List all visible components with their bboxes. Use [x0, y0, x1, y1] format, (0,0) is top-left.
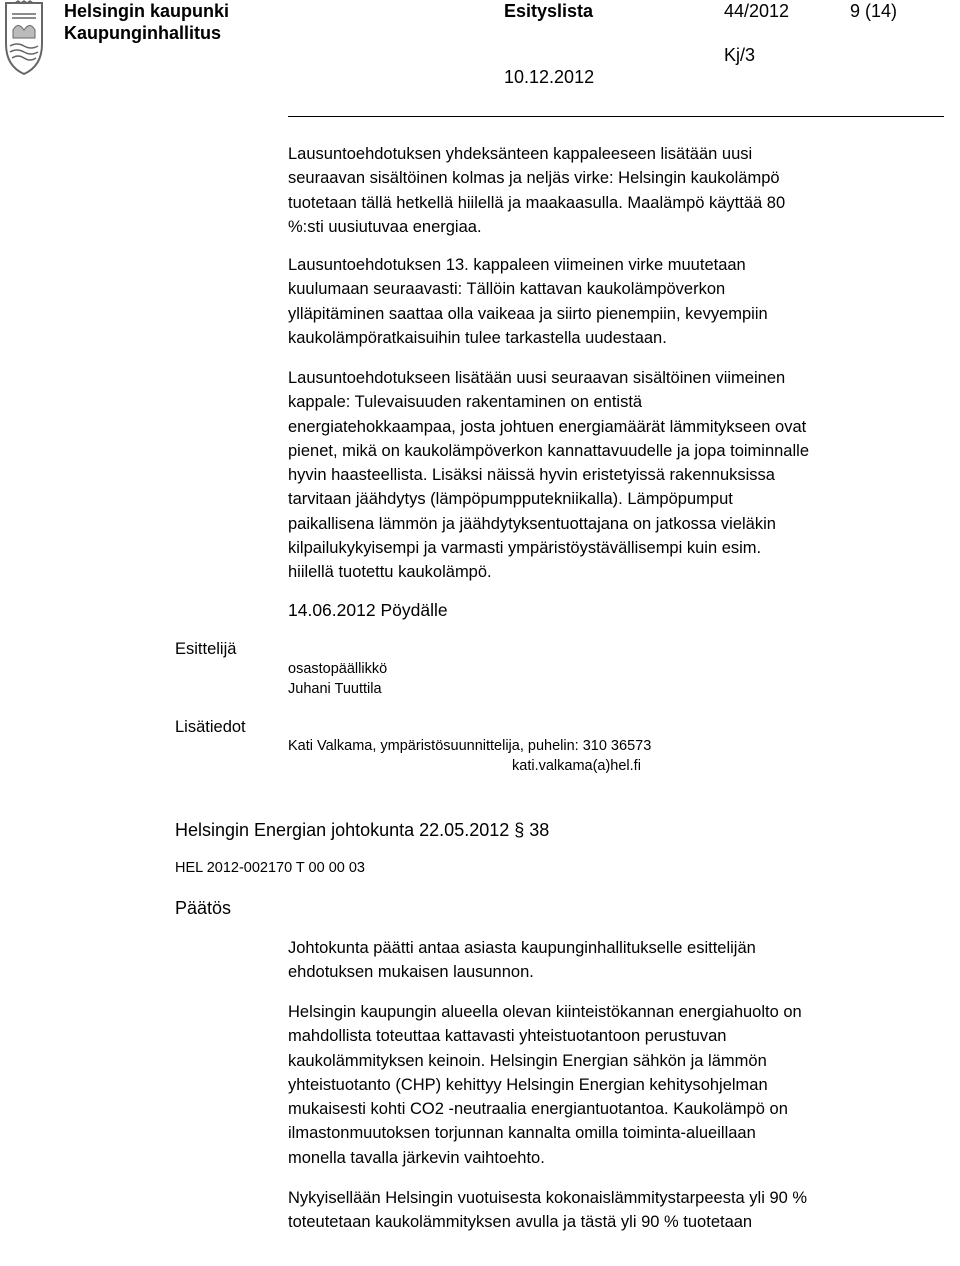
decision-paragraph-1: Johtokunta päätti antaa asiasta kaupunginhallitukselle esittelijän ehdotuksen mukaisen lausunnon.: [288, 939, 756, 982]
doc-type: Esityslista: [504, 1, 594, 21]
decision-label: Päätös: [175, 898, 232, 918]
amendment-paragraph-3: Lausuntoehdotukseen lisätään uusi seuraavan sisältöinen viimeinen kappale: Tulevaisuuden rakentaminen on entistä energiatehokkaampaa, josta johtuen energiamäärät lämmitykseen ovat pienet, mikä on kaukolämpöverkon kannattavuudelle ja jopa toiminnalle hyvin haasteellista. Lisäksi näissä hyvin eristetyissä rakennuksissa tarvitaan jäähdytys (lämpöpumpputekniikalla). Lämpöpumput paikallisena lämmön ja jäähdytyksentuottajana on jatkossa vieläkin kilpailukykyisempi ja varmasti ympäristöystävällisempi kuin esim. hiilellä tuotettu kaukolämpö.: [288, 369, 809, 582]
amendment-paragraph-2: Lausuntoehdotuksen 13. kappaleen viimeinen virke muutetaan kuulumaan seuraavasti: Tällöin kattavan kaukolämpöverkon ylläpitäminen saattaa olla vaikeaa ja siirto pienempiin, kevyempiin kaukolämpöratkaisuihin tulee tarkastella uudestaan.: [288, 256, 768, 347]
presenter-label: Esittelijä: [175, 640, 237, 658]
doc-number: 44/2012: [724, 1, 790, 21]
reference-number: HEL 2012-002170 T 00 00 03: [175, 860, 366, 876]
section-code: Kj/3: [724, 45, 756, 65]
amendment-paragraph-1: Lausuntoehdotuksen yhdeksänteen kappaleeseen lisätään uusi seuraavan sisältöinen kolmas ja neljäs virke: Helsingin kaukolämpö tuotetaan tällä hetkellä hiilellä ja maakaasulla. Maalämpö käyttää 80 %:sti uusiutuvaa energiaa.: [288, 145, 786, 236]
postponed-note: 14.06.2012 Pöydälle: [288, 600, 448, 620]
helsinki-crest-logo: [2, 0, 46, 76]
info-email: kati.valkama(a)hel.fi: [512, 758, 641, 774]
presenter-title: osastopäällikkö: [288, 661, 388, 677]
info-label: Lisätiedot: [175, 718, 246, 736]
body-name: Kaupunginhallitus: [64, 23, 221, 43]
section-heading: Helsingin Energian johtokunta 22.05.2012 § 38: [175, 820, 550, 840]
decision-paragraph-2: Helsingin kaupungin alueella olevan kiinteistökannan energiahuolto on mahdollista toteuttaa kattavasti yhteistuotantoon perustuvan kaukolämmityksen keinoin. Helsingin Energian sähkön ja lämmön yhteistuotanto (CHP) kehittyy Helsingin Energian kehitysohjelman mukaisesti kohti CO2 -neutraalia energiantuotantoa. Kaukolämpö on ilmastonmuutoksen torjunnan kannalta omilla toiminta-alueillaan monella tavalla järkevin vaihtoehto.: [288, 1003, 802, 1167]
page-indicator: 9 (14): [850, 1, 898, 21]
presenter-name: Juhani Tuuttila: [288, 681, 382, 697]
info-contact: Kati Valkama, ympäristösuunnittelija, puhelin: 310 36573: [288, 738, 652, 754]
doc-date: 10.12.2012: [504, 67, 595, 87]
header-divider: [288, 116, 944, 117]
decision-paragraph-3: Nykyisellään Helsingin vuotuisesta kokonaislämmitystarpeesta yli 90 % toteutetaan kaukolämmityksen avulla ja tästä yli 90 % tuotetaan: [288, 1189, 808, 1232]
org-name: Helsingin kaupunki: [64, 1, 230, 21]
